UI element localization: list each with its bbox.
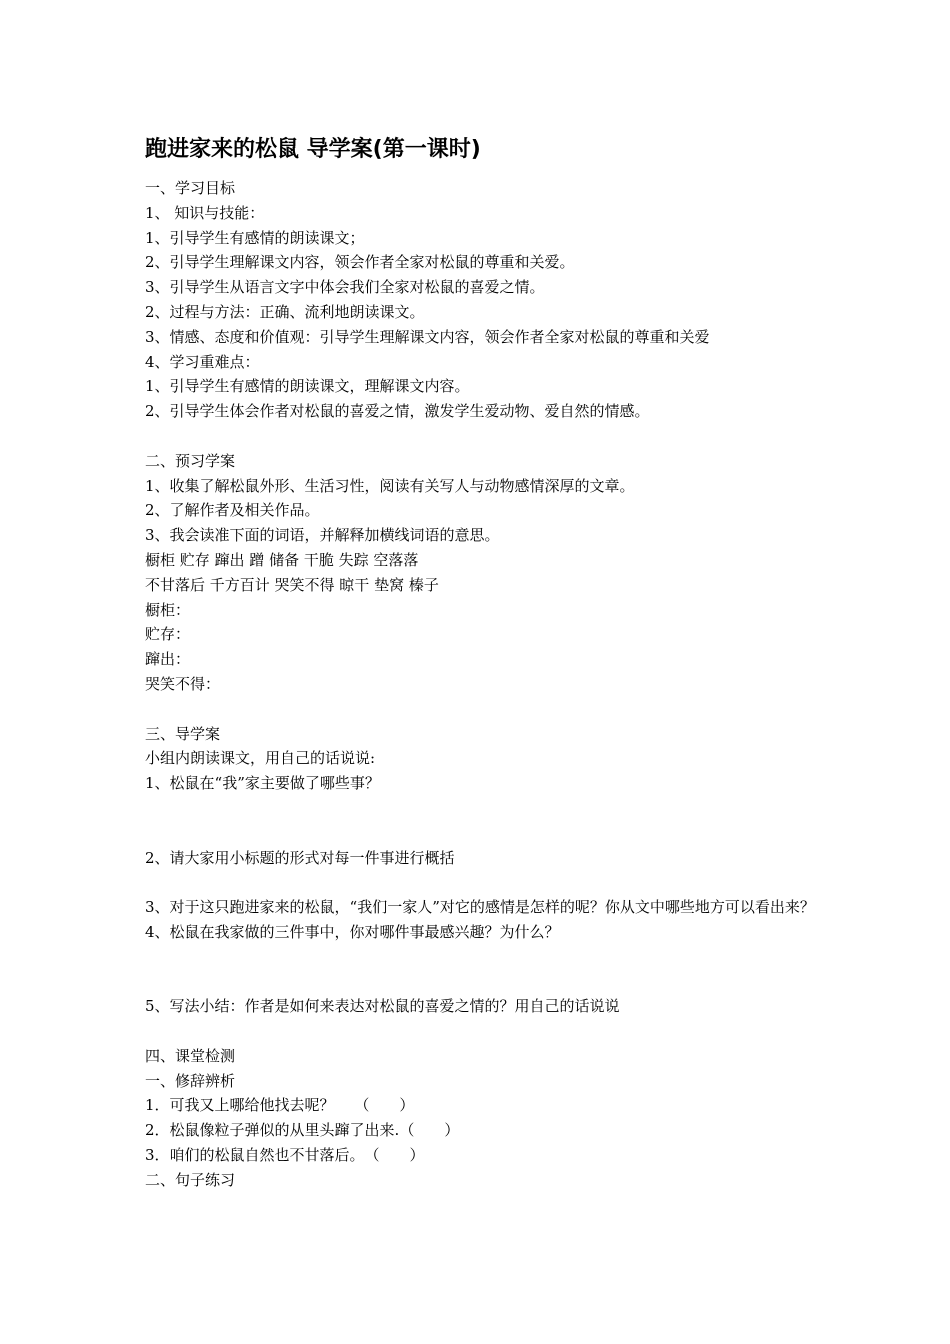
document-page [145,134,825,1193]
preview-line: 2、了解作者及相关作品。 [145,501,320,520]
section-heading-learning-goals: 一、学习目标 [145,179,236,197]
goal-line: 1、引导学生有感情的朗读课文，理解课文内容。 [145,377,470,396]
guide-question-1: 1、松鼠在“我”家主要做了哪些事？ [145,774,380,793]
goal-line: 1、 知识与技能： [145,203,265,222]
guide-question-5: 5、写法小结：作者是如何来表达对松鼠的喜爱之情的？用自己的话说说 [145,997,620,1016]
definition-line: 哭笑不得： [145,674,221,693]
guide-intro: 小组内朗读课文，用自己的话说说: [145,749,376,768]
vocabulary-line: 橱柜 贮存 蹿出 蹭 储备 干脆 失踪 空落落 [145,550,419,569]
section-heading-classroom-test: 四、课堂检测 [145,1046,236,1065]
guide-question-2: 2、请大家用小标题的形式对每一件事进行概括 [145,848,455,867]
preview-line: 1、收集了解松鼠外形、生活习性，阅读有关写人与动物感情深厚的文章。 [145,476,635,495]
section-heading-preview: 二、预习学案 [145,451,236,470]
document-title: 跑进家来的松鼠 导学案(第一课时) [145,137,481,162]
definition-line: 蹿出： [145,650,191,669]
definition-line: 贮存： [145,625,191,644]
spacer [145,697,825,722]
goal-line: 2、引导学生理解课文内容，领会作者全家对松鼠的尊重和关爱。 [145,253,575,272]
answer-space [145,796,825,846]
vocabulary-line: 不甘落后 千方百计 哭笑不得 晾干 垫窝 榛子 [145,575,439,594]
rhetoric-item: 3．咱们的松鼠自然也不甘落后。 （ ） [145,1146,425,1165]
definition-line: 橱柜： [145,600,191,619]
answer-space [145,945,825,995]
guide-question-3: 3、对于这只跑进家来的松鼠，“我们一家人”对它的感情是怎样的呢？你从文中哪些地方可以看出来？ [145,898,815,917]
spacer [145,870,825,895]
goal-line: 2、引导学生体会作者对松鼠的喜爱之情，激发学生爱动物、爱自然的情感。 [145,402,650,421]
spacer [145,424,825,449]
subheading-sentence-practice: 二、句子练习 [145,1170,236,1189]
goal-line: 4、学习重难点： [145,352,260,371]
rhetoric-item: 1．可我又上哪给他找去呢？ （ ） [145,1096,415,1115]
goal-line: 1、引导学生有感情的朗读课文； [145,228,365,247]
section-heading-guide: 三、导学案 [145,724,221,743]
guide-question-4: 4、松鼠在我家做的三件事中，你对哪件事最感兴趣？为什么？ [145,922,560,941]
subheading-rhetoric: 一、修辞辨析 [145,1071,236,1090]
preview-line: 3、我会读准下面的词语，并解释加横线词语的意思。 [145,526,500,545]
goal-line: 2、过程与方法：正确、流利地朗读课文。 [145,302,425,321]
goal-line: 3、情感、态度和价值观：引导学生理解课文内容，领会作者全家对松鼠的尊重和关爱 [145,327,710,346]
goal-line: 3、引导学生从语言文字中体会我们全家对松鼠的喜爱之情。 [145,278,545,297]
spacer [145,1019,825,1044]
rhetoric-item: 2．松鼠像粒子弹似的从里头蹿了出来.（ ） [145,1121,460,1140]
